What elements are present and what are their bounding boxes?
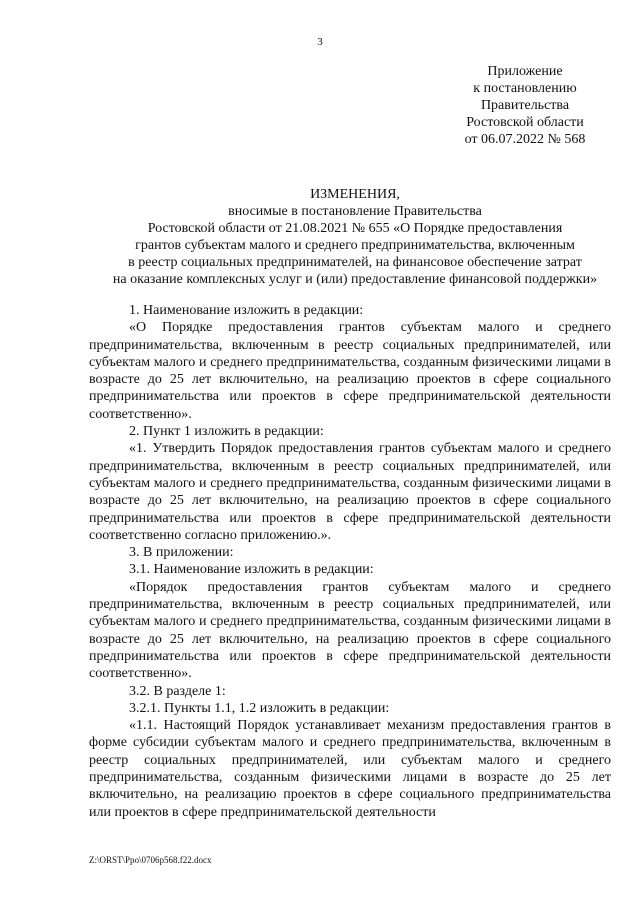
paragraph: «Порядок предоставления грантов субъектам малого и среднего предпринимательства, включенным в реестр социальных предпринимателей, или субъектам малого и среднего предпринимательства, созданным физическими лицами в возрасте до 25 лет включительно, на реализацию проектов в сфере социального предпринимательства или проектов в сфере предпринимательской деятельности соответственно». [89, 579, 611, 682]
paragraph: 3.2.1. Пункты 1.1, 1.2 изложить в редакции: [129, 700, 390, 716]
file-path-footer: Z:\ORST\Ppo\0706p568.f22.docx [89, 855, 212, 865]
paragraph: 1. Наименование изложить в редакции: [129, 303, 364, 318]
appendix-header [430, 63, 620, 148]
page-number: 3 [317, 36, 323, 48]
title-heading: ИЗМЕНЕНИЯ, [310, 187, 400, 202]
appendix-line: от 06.07.2022 № 568 [464, 132, 586, 147]
appendix-line: к постановлению [473, 81, 577, 96]
paragraph: 3.2. В разделе 1: [129, 683, 226, 699]
appendix-line: Приложение [487, 64, 563, 79]
paragraph: «1.1. Настоящий Порядок устанавливает механизм предоставления грантов в форме субсидии субъектам малого и среднего предпринимательства, включенным в реестр социальных предпринимателей, или субъектам малого и среднего предпринимательства, созданным физическими лицами в возрасте до 25 лет включительно, на реализацию проектов в сфере социального предпринимательства или проектов в сфере предпринимательской деятельности [89, 718, 611, 820]
paragraph: «О Порядке предоставления грантов субъектам малого и среднего предпринимательства, включенным в реестр социальных предпринимателей, или субъектам малого и среднего предпринимательства, созданным физическими лицами в возрасте до 25 лет включительно, на реализацию проектов в сфере социального предпринимательства или проектов в сфере предпринимательской деятельности соответственно». [89, 320, 611, 422]
paragraph: «1. Утвердить Порядок предоставления грантов субъектам малого и среднего предпринимательства, включенным в реестр социальных предпринимателей, или субъектам малого и среднего предпринимательства, созданным физическими лицами в возрасте до 25 лет включительно, на реализацию проектов в сфере социального предпринимательства или проектов в сфере предпринимательской деятельности соответственно согласно приложению.». [89, 441, 611, 543]
title-line: в реестр социальных предпринимателей, на финансовое обеспечение затрат [128, 255, 582, 270]
paragraph: 2. Пункт 1 изложить в редакции: [129, 424, 324, 440]
paragraph: 3. В приложении: [129, 545, 234, 561]
document-title [90, 186, 620, 288]
paragraph: 3.1. Наименование изложить в редакции: [129, 562, 374, 578]
title-line: Ростовской области от 21.08.2021 № 655 «О Порядке предоставления [147, 221, 563, 236]
document-body [89, 302, 611, 821]
title-line: на оказание комплексных услуг и (или) предоставление финансовой поддержки» [112, 272, 598, 287]
appendix-line: Ростовской области [466, 115, 584, 130]
title-line: вносимые в постановление Правительства [228, 204, 482, 219]
title-line: грантов субъектам малого и среднего предпринимательства, включенным [135, 238, 575, 253]
appendix-line: Правительства [480, 98, 570, 113]
